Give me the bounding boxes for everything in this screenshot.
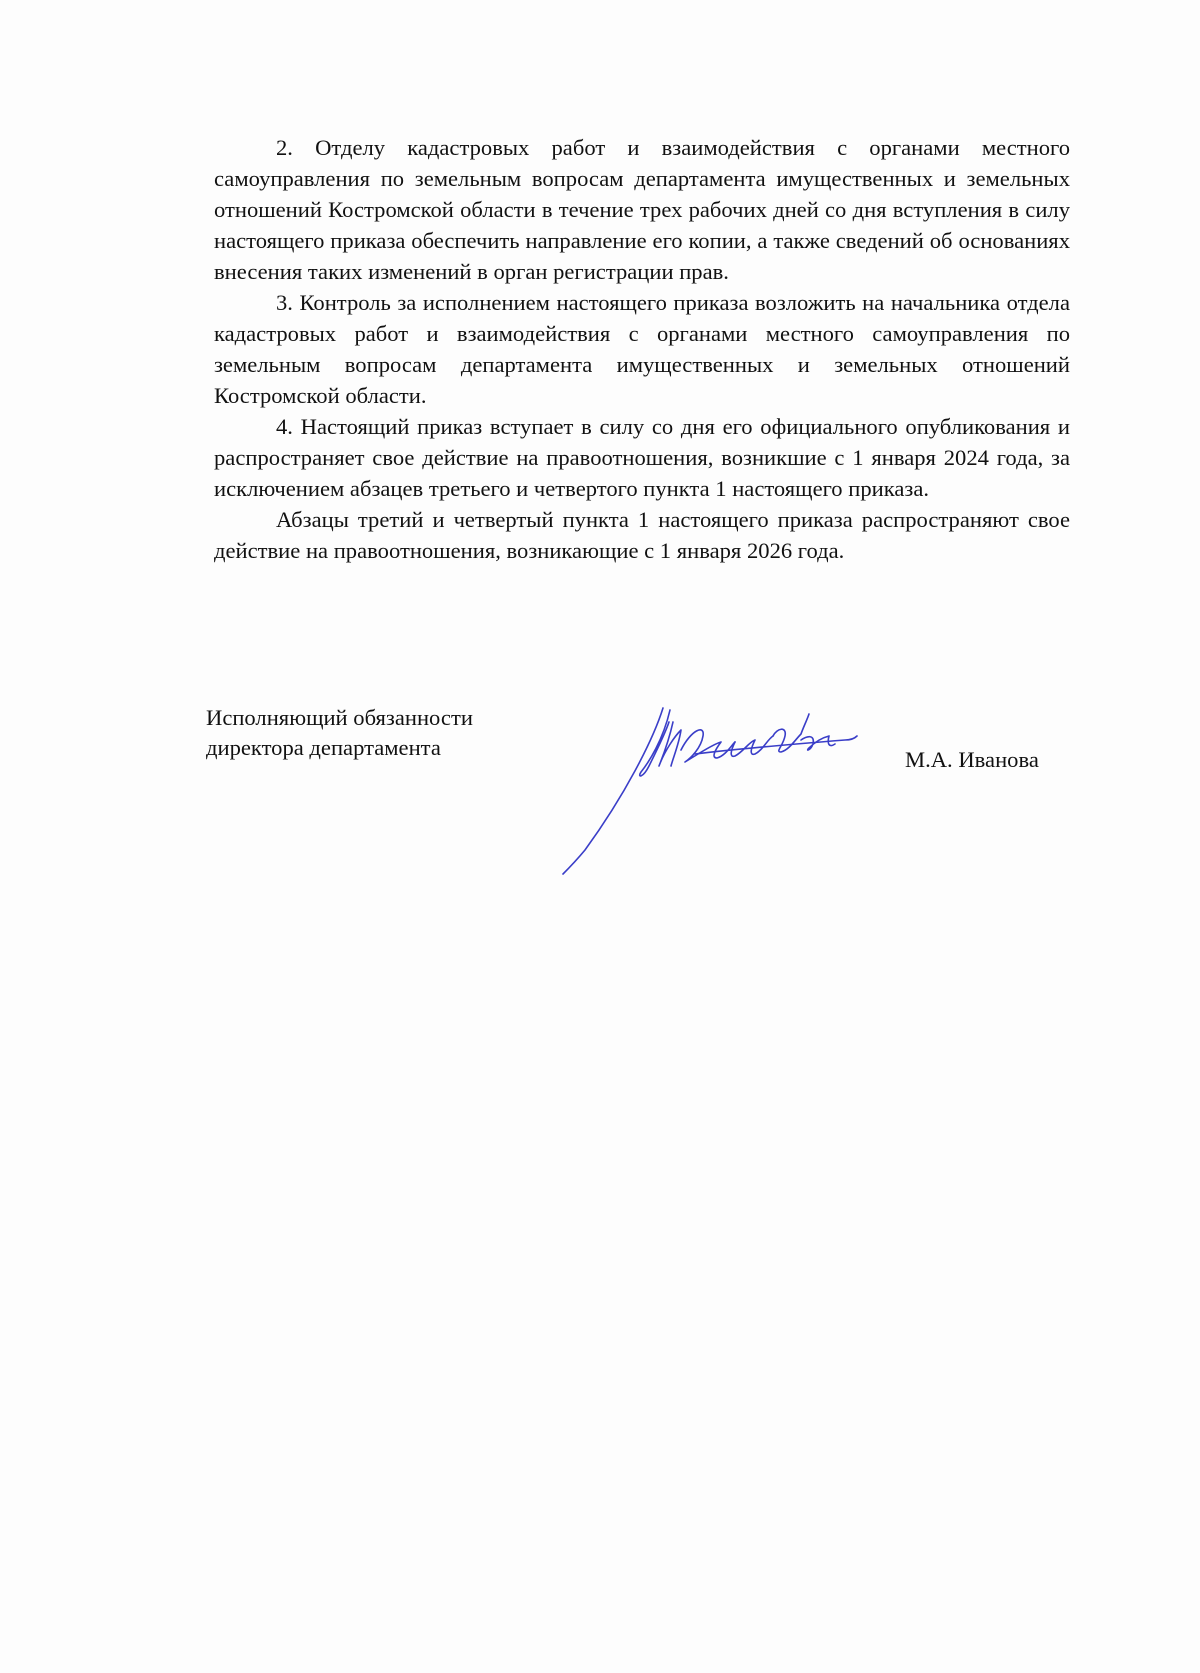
paragraph-item-3: 3. Контроль за исполнением настоящего приказа возложить на начальника отдела кадастровых работ и взаимодействия с органами местного самоуправления по земельным вопросам департамента имущественных и земельных отношений Костромской области. [214, 290, 1070, 408]
signer-position-line-2: директора департамента [206, 735, 441, 760]
signer-position [206, 703, 473, 763]
paragraph-item-4: 4. Настоящий приказ вступает в силу со дня его официального опубликования и распространяет свое действие на правоотношения, возникшие с 1 января 2024 года, за исключением абзацев третьего и четвертого пункта 1 настоящего приказа. [214, 414, 1070, 501]
paragraph-item-2: 2. Отделу кадастровых работ и взаимодействия с органами местного самоуправления по земельным вопросам департамента имущественных и земельных отношений Костромской области в течение трех рабочих дней со дня вступления в силу настоящего приказа обеспечить направление его копии, а также сведений об основаниях внесения таких изменений в орган регистрации прав. [214, 135, 1070, 284]
paragraph-abzacy: Абзацы третий и четвертый пункта 1 настоящего приказа распространяют свое действие на правоотношения, возникающие с 1 января 2026 года. [214, 507, 1070, 563]
signer-name: М.А. Иванова [905, 747, 1039, 772]
handwritten-signature [545, 700, 865, 875]
document-body [214, 132, 1070, 566]
signer-position-line-1: Исполняющий обязанности [206, 705, 473, 730]
